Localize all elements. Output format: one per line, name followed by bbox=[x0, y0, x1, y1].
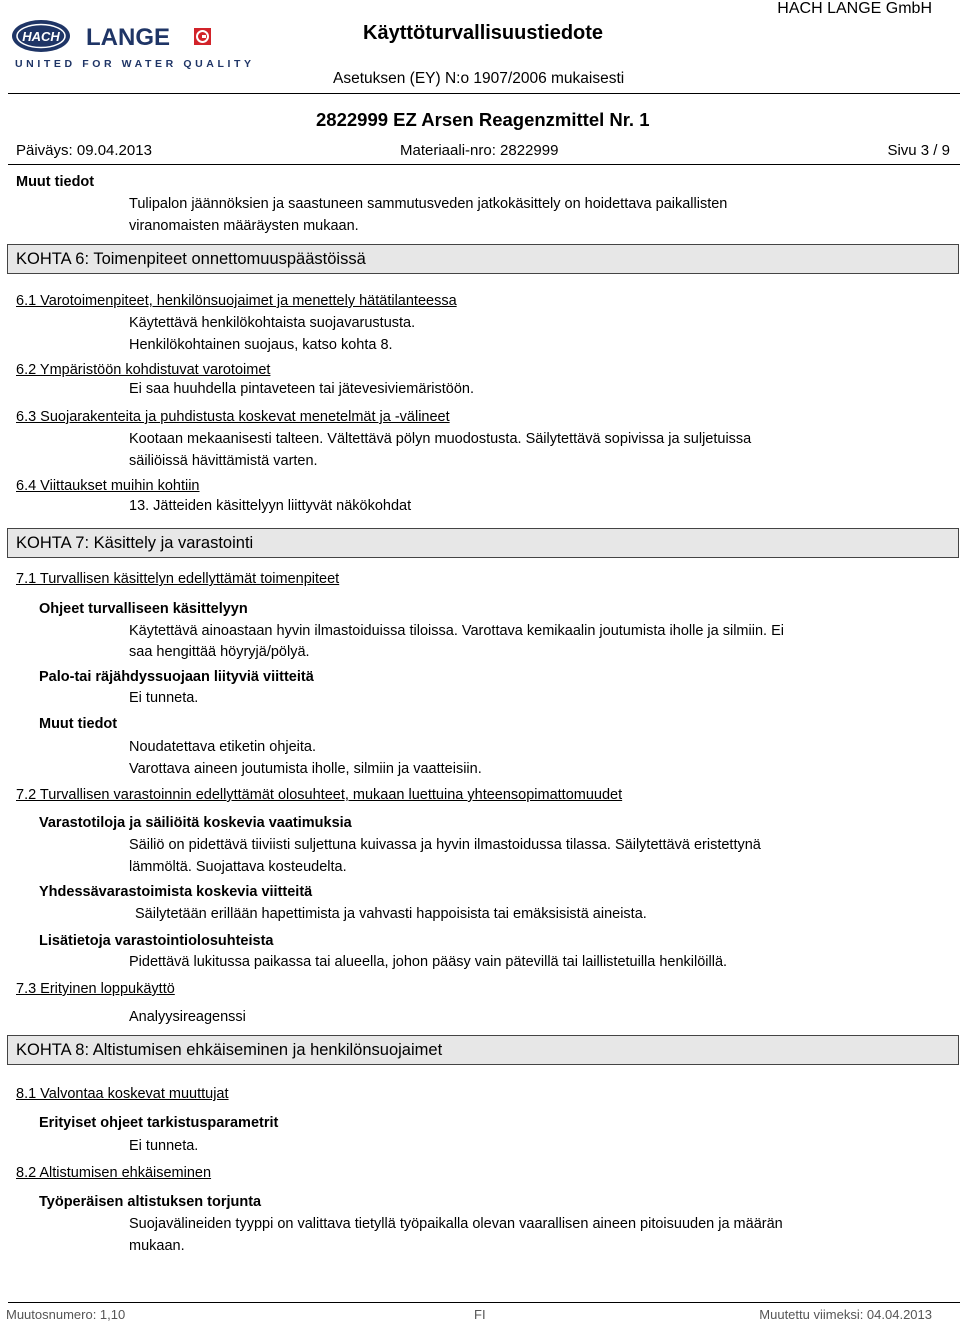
subsection-6-1-text-2: Henkilökohtainen suojaus, katso kohta 8. bbox=[129, 337, 393, 353]
storage-conditions-label: Lisätietoja varastointiolosuhteista bbox=[39, 933, 274, 949]
control-parameters-text: Ei tunneta. bbox=[129, 1138, 199, 1154]
last-modified: Muutettu viimeksi: 04.04.2013 bbox=[759, 1307, 932, 1322]
other-info-7-text-1: Noudatettava etiketin ohjeita. bbox=[129, 739, 317, 755]
subsection-6-2-text: Ei saa huuhdella pintaveteen tai jätevesiviemäristöön. bbox=[129, 381, 474, 397]
revision-number: Muutosnumero: 1,10 bbox=[6, 1307, 126, 1322]
subsection-6-2-heading: 6.2 Ympäristöön kohdistuvat varotoimet bbox=[16, 362, 271, 378]
storage-requirements-label: Varastotiloja ja säiliöitä koskevia vaatimuksia bbox=[39, 815, 352, 831]
other-info-label: Muut tiedot bbox=[16, 174, 95, 190]
other-info-7-text-2: Varottava aineen joutumista iholle, silmiin ja vaatteisiin. bbox=[129, 761, 482, 777]
safe-handling-text-1: Käytettävä ainoastaan hyvin ilmastoiduissa tiloissa. Varottava kemikaalin joutumista iholle ja silmiin. Ei bbox=[129, 623, 784, 639]
language-code: FI bbox=[474, 1307, 486, 1322]
other-info-text-1: Tulipalon jäännöksien ja saastuneen sammutusveden jatkokäsittely on hoidettava paikallisten bbox=[129, 196, 728, 212]
occupational-exposure-text-2: mukaan. bbox=[129, 1238, 185, 1254]
subsection-7-2-heading: 7.2 Turvallisen varastoinnin edellyttämät olosuhteet, mukaan luettuina yhteensopimattomuudet bbox=[16, 787, 623, 803]
svg-text:HACH: HACH bbox=[22, 29, 60, 44]
material-number: Materiaali-nro: 2822999 bbox=[400, 142, 559, 159]
subsection-7-1-heading: 7.1 Turvallisen käsittelyn edellyttämät toimenpiteet bbox=[16, 571, 340, 587]
subsection-6-4-text: 13. Jätteiden käsittelyyn liittyvät näkökohdat bbox=[129, 498, 412, 514]
fire-protection-text: Ei tunneta. bbox=[129, 690, 199, 706]
storage-requirements-text-2: lämmöltä. Suojattava kosteudelta. bbox=[129, 859, 347, 875]
safe-handling-text-2: saa hengittää höyryjä/pölyä. bbox=[129, 644, 310, 660]
company-name: HACH LANGE GmbH bbox=[777, 0, 932, 17]
regulation-reference: Asetuksen (EY) N:o 1907/2006 mukaisesti bbox=[333, 70, 625, 87]
other-info-7-label: Muut tiedot bbox=[39, 716, 118, 732]
safe-handling-label: Ohjeet turvalliseen käsittelyyn bbox=[39, 601, 248, 617]
header-bottom-rule bbox=[8, 164, 960, 165]
subsection-6-4-heading: 6.4 Viittaukset muihin kohtiin bbox=[16, 478, 200, 494]
section-8-title: KOHTA 8: Altistumisen ehkäiseminen ja henkilönsuojaimet bbox=[16, 1041, 443, 1059]
subsection-6-1-heading: 6.1 Varotoimenpiteet, henkilönsuojaimet ja menettely hätätilanteessa bbox=[16, 293, 457, 309]
logo-tagline: UNITED FOR WATER QUALITY bbox=[15, 58, 255, 70]
occupational-exposure-text-1: Suojavälineiden tyyppi on valittava tietyllä työpaikalla olevan vaarallisen aineen pitoisuuden ja määrän bbox=[129, 1216, 783, 1232]
storage-requirements-text-1: Säiliö on pidettävä tiiviisti suljettuna kuivassa ja hyvin ilmastoidussa tilassa. Säilytettävä eristettynä bbox=[129, 837, 761, 853]
control-parameters-label: Erityiset ohjeet tarkistusparametrit bbox=[39, 1115, 279, 1131]
joint-storage-label: Yhdessävarastoimista koskevia viitteitä bbox=[39, 884, 313, 900]
footer-rule bbox=[8, 1302, 960, 1303]
end-use-text: Analyysireagenssi bbox=[129, 1009, 246, 1025]
product-name: 2822999 EZ Arsen Reagenzmittel Nr. 1 bbox=[316, 109, 650, 130]
subsection-6-3-text-2: säiliöissä hävittämistä varten. bbox=[129, 453, 318, 469]
section-7-header bbox=[7, 528, 959, 558]
subsection-6-3-text-1: Kootaan mekaanisesti talteen. Vältettävä pölyn muodostusta. Säilytettävä sopivissa ja suljetuissa bbox=[129, 431, 752, 447]
occupational-exposure-label: Työperäisen altistuksen torjunta bbox=[39, 1194, 262, 1210]
section-8-header bbox=[7, 1035, 959, 1065]
section-6-header bbox=[7, 244, 959, 274]
section-7-title: KOHTA 7: Käsittely ja varastointi bbox=[16, 534, 254, 552]
print-date: Päiväys: 09.04.2013 bbox=[16, 142, 152, 159]
fire-protection-label: Palo-tai räjähdyssuojaan liityviä viitteitä bbox=[39, 669, 314, 685]
subsection-7-3-heading: 7.3 Erityinen loppukäyttö bbox=[16, 981, 175, 997]
joint-storage-text: Säilytetään erillään hapettimista ja vahvasti happoisista tai emäksisistä aineista. bbox=[135, 906, 647, 922]
header-rule bbox=[8, 93, 960, 94]
page-number: Sivu 3 / 9 bbox=[887, 142, 950, 159]
section-6-title: KOHTA 6: Toimenpiteet onnettomuuspäästöissä bbox=[16, 250, 366, 268]
other-info-text-2: viranomaisten määräysten mukaan. bbox=[129, 218, 359, 234]
subsection-6-1-text-1: Käytettävä henkilökohtaista suojavarustusta. bbox=[129, 315, 416, 331]
storage-conditions-text: Pidettävä lukitussa paikassa tai alueella, johon pääsy vain pätevillä tai laillistetuilla henkilöillä. bbox=[129, 954, 728, 970]
subsection-6-3-heading: 6.3 Suojarakenteita ja puhdistusta koskevat menetelmät ja -välineet bbox=[16, 409, 450, 425]
svg-text:LANGE: LANGE bbox=[86, 24, 170, 51]
subsection-8-2-heading: 8.2 Altistumisen ehkäiseminen bbox=[16, 1165, 212, 1181]
document-title: Käyttöturvallisuustiedote bbox=[363, 22, 604, 44]
subsection-8-1-heading: 8.1 Valvontaa koskevat muuttujat bbox=[16, 1086, 229, 1102]
